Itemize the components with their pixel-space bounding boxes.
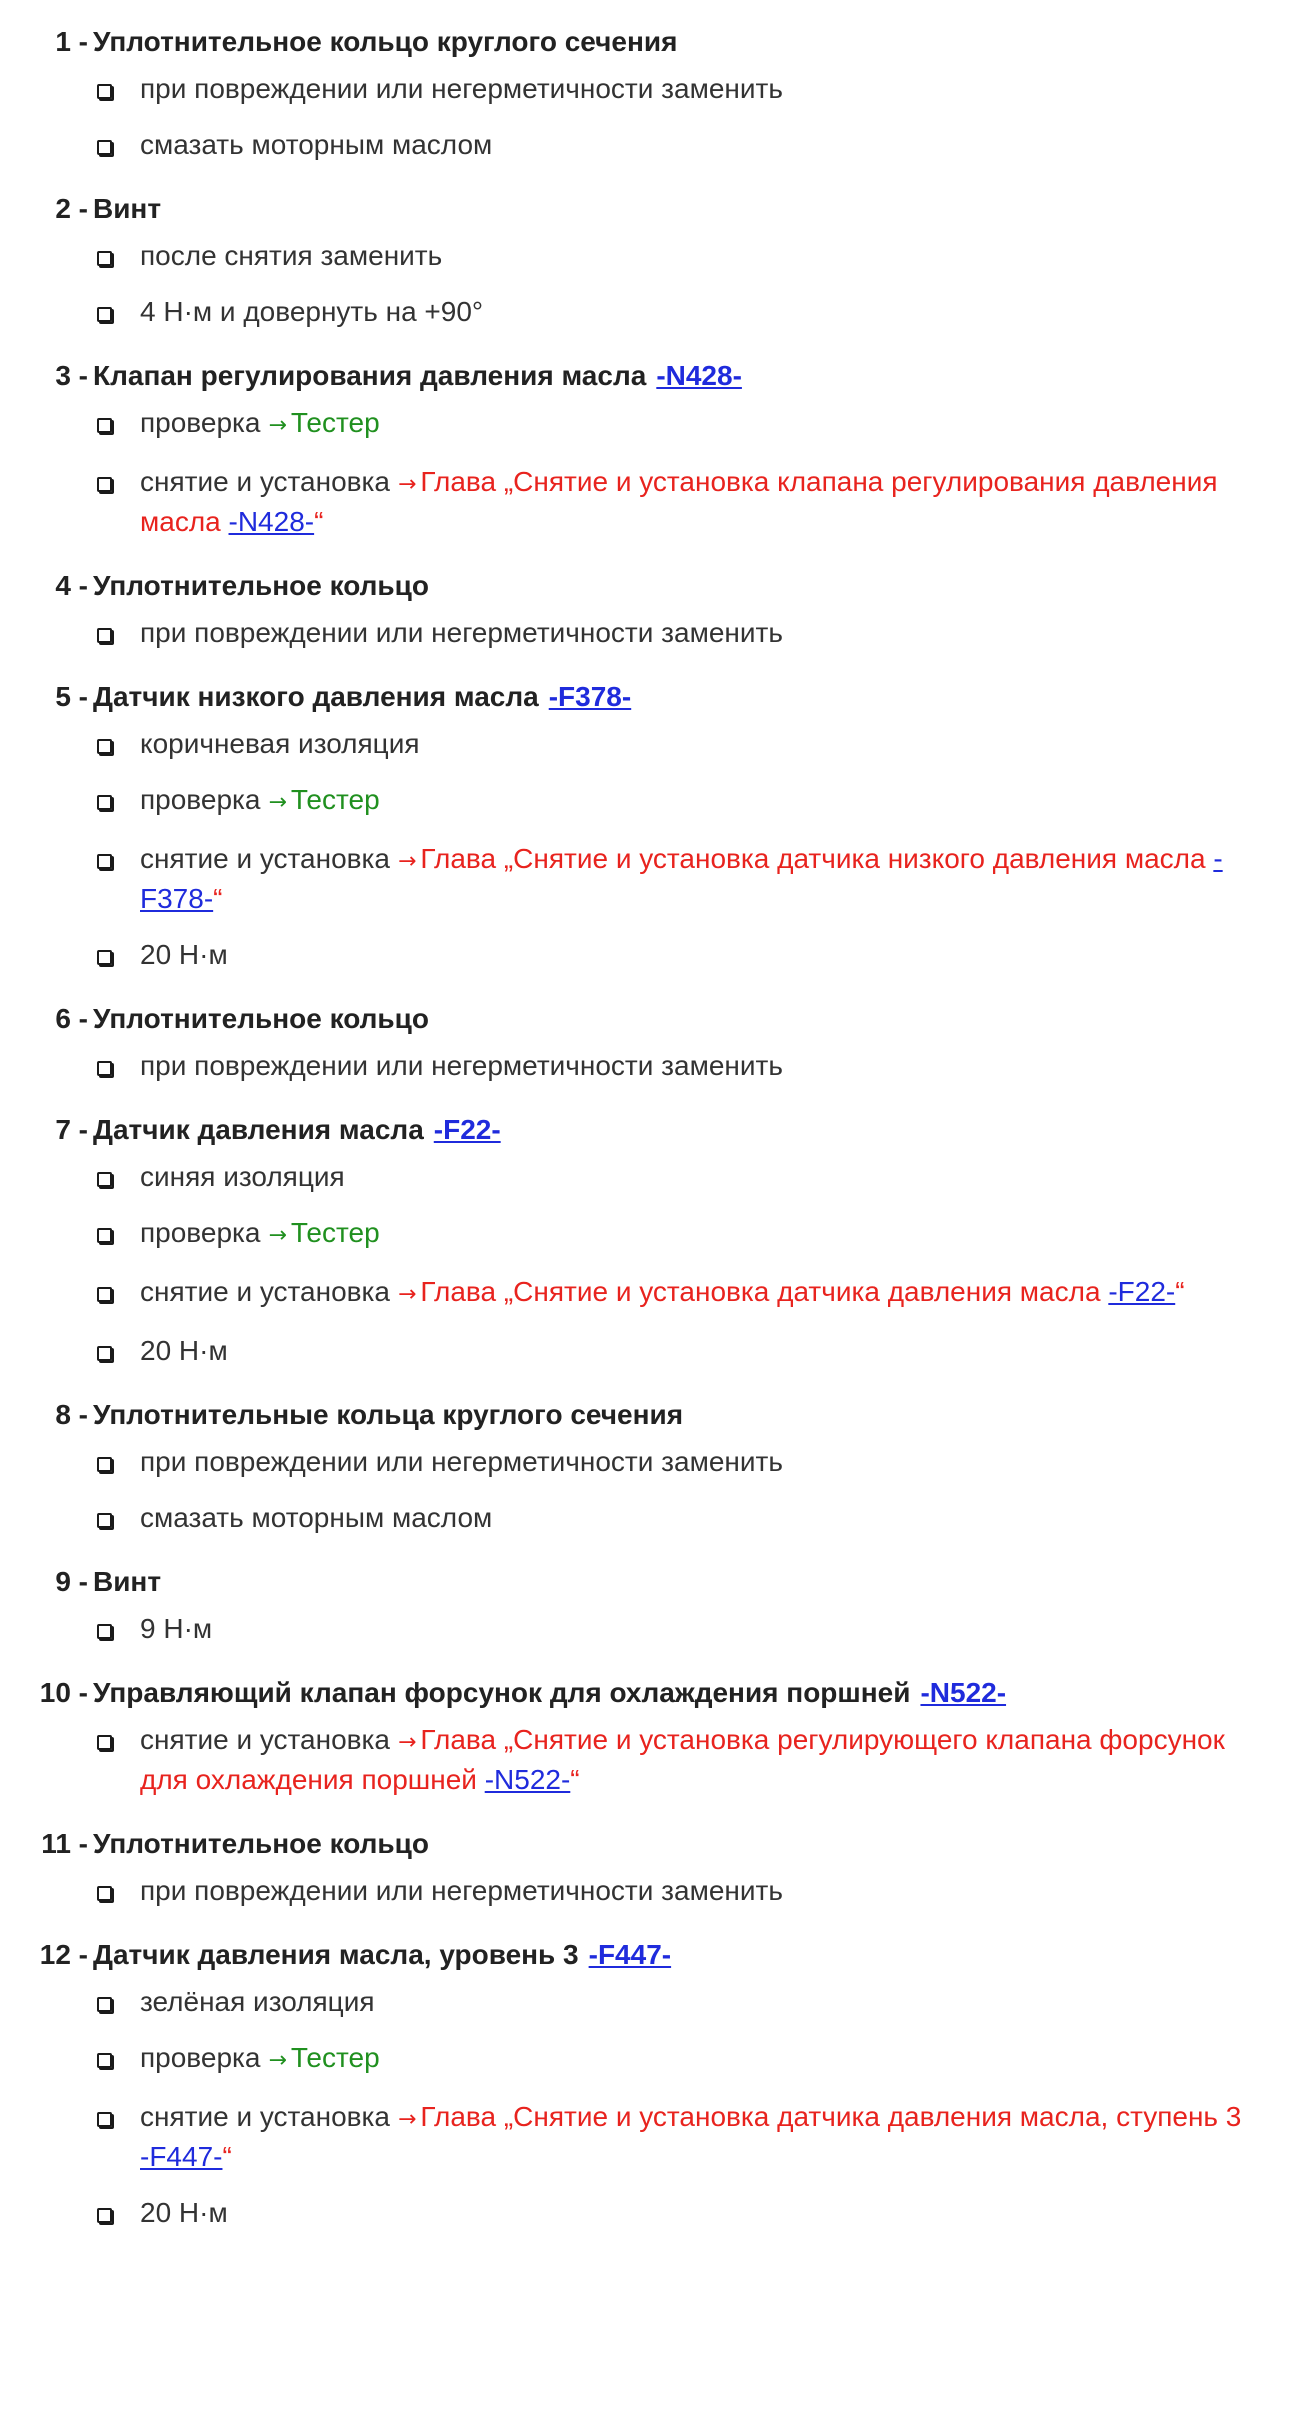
arrow-right-icon: → <box>397 849 417 874</box>
checkbox-icon <box>97 739 112 754</box>
tester-link[interactable]: Тестер <box>290 407 380 438</box>
item-number: 9 - <box>55 1566 88 1597</box>
checkbox-icon <box>97 1172 112 1187</box>
item-title: Клапан регулирования давления масла <box>93 360 647 391</box>
checkbox-icon <box>97 307 112 322</box>
sub-item-list <box>0 725 1296 973</box>
sub-item <box>0 237 1296 274</box>
sub-item-text: 9 Н·м <box>140 1613 213 1644</box>
checkbox-icon <box>97 1886 112 1901</box>
sub-item <box>0 1872 1296 1909</box>
item-heading <box>0 1824 1296 1864</box>
item-title: Уплотнительное кольцо круглого сечения <box>93 26 678 57</box>
arrow-right-icon: → <box>268 413 287 438</box>
item-number: 10 - <box>39 1677 88 1708</box>
sub-item <box>0 2098 1296 2175</box>
sub-item-text: 20 Н·м <box>140 1335 228 1366</box>
sub-item-list <box>0 1721 1296 1798</box>
part-code-link[interactable]: -F22- <box>1108 1276 1176 1307</box>
item-title: Винт <box>93 1566 162 1597</box>
closing-quote: “ <box>570 1764 580 1795</box>
item-title: Винт <box>93 193 162 224</box>
item-12 <box>0 1935 1296 2231</box>
sub-item-list <box>0 1443 1296 1536</box>
item-number: 4 - <box>55 570 88 601</box>
item-title: Уплотнительное кольцо <box>93 570 429 601</box>
arrow-right-icon: → <box>397 1282 417 1307</box>
sub-item <box>0 293 1296 330</box>
item-number: 6 - <box>55 1003 88 1034</box>
checkbox-icon <box>97 1624 112 1639</box>
sub-item <box>0 1273 1296 1313</box>
sub-item-text: снятие и установка <box>140 1276 390 1307</box>
sub-item-text: проверка <box>140 1217 261 1248</box>
checkbox-icon <box>97 1287 112 1302</box>
part-code-link[interactable]: -F22- <box>433 1114 501 1145</box>
sub-item-list <box>0 404 1296 540</box>
item-title: Датчик давления масла <box>93 1114 424 1145</box>
checkbox-icon <box>97 1997 112 2012</box>
sub-item-text: снятие и установка <box>140 466 390 497</box>
arrow-right-icon: → <box>268 790 287 815</box>
sub-item-text: при повреждении или негерметичности заменить <box>140 1446 783 1477</box>
sub-item-text: коричневая изоляция <box>140 728 420 759</box>
tester-link[interactable]: Тестер <box>290 1217 380 1248</box>
sub-item-text: при повреждении или негерметичности заменить <box>140 73 783 104</box>
checkbox-icon <box>97 1061 112 1076</box>
checkbox-icon <box>97 84 112 99</box>
part-code-link[interactable]: -F378- <box>548 681 632 712</box>
sub-item <box>0 1158 1296 1195</box>
chapter-link[interactable]: Глава „Снятие и установка датчика давления масла <box>420 1276 1101 1307</box>
checkbox-icon <box>97 950 112 965</box>
sub-item-text: при повреждении или негерметичности заменить <box>140 1875 783 1906</box>
closing-quote: “ <box>213 883 223 914</box>
sub-item <box>0 1499 1296 1536</box>
sub-item-text: 4 Н·м и довернуть на +90° <box>140 296 484 327</box>
item-number: 8 - <box>55 1399 88 1430</box>
sub-item-list <box>0 1047 1296 1084</box>
checkbox-icon <box>97 2053 112 2068</box>
item-number: 1 - <box>55 26 88 57</box>
chapter-link[interactable]: Глава „Снятие и установка регулирующего клапана форсунок для охлаждения поршней <box>140 1724 1225 1795</box>
checkbox-icon <box>97 251 112 266</box>
checkbox-icon <box>97 477 112 492</box>
sub-item <box>0 1721 1296 1798</box>
item-heading <box>0 1110 1296 1150</box>
sub-item-text: синяя изоляция <box>140 1161 345 1192</box>
part-code-link[interactable]: -N428- <box>228 506 315 537</box>
item-8 <box>0 1395 1296 1536</box>
chapter-link[interactable]: Глава „Снятие и установка клапана регулирования давления масла <box>140 466 1218 537</box>
item-6 <box>0 999 1296 1084</box>
sub-item-text: 20 Н·м <box>140 2197 228 2228</box>
item-3 <box>0 356 1296 540</box>
item-heading <box>0 1395 1296 1435</box>
checkbox-icon <box>97 1457 112 1472</box>
sub-item <box>0 1047 1296 1084</box>
sub-item-list <box>0 1610 1296 1647</box>
item-number: 12 - <box>39 1939 88 1970</box>
sub-item <box>0 840 1296 917</box>
item-title: Датчик давления масла, уровень 3 <box>93 1939 579 1970</box>
sub-item <box>0 2039 1296 2079</box>
arrow-right-icon: → <box>397 472 417 497</box>
item-9 <box>0 1562 1296 1647</box>
sub-item-text: проверка <box>140 407 261 438</box>
item-1 <box>0 22 1296 163</box>
sub-item <box>0 614 1296 651</box>
item-heading <box>0 22 1296 62</box>
item-heading <box>0 189 1296 229</box>
checkbox-icon <box>97 1513 112 1528</box>
sub-item-text: смазать моторным маслом <box>140 129 493 160</box>
item-heading <box>0 566 1296 606</box>
sub-item <box>0 781 1296 821</box>
item-number: 7 - <box>55 1114 88 1145</box>
item-2 <box>0 189 1296 330</box>
arrow-right-icon: → <box>268 2048 287 2073</box>
chapter-link[interactable]: Глава „Снятие и установка датчика низкого давления масла <box>420 843 1206 874</box>
checkbox-icon <box>97 1346 112 1361</box>
part-code-link[interactable]: -N428- <box>656 360 742 391</box>
sub-item-text: зелёная изоляция <box>140 1986 375 2017</box>
sub-item <box>0 463 1296 540</box>
arrow-right-icon: → <box>268 1223 287 1248</box>
item-heading <box>0 1562 1296 1602</box>
item-title: Уплотнительное кольцо <box>93 1003 429 1034</box>
arrow-right-icon: → <box>397 1730 417 1755</box>
item-title: Датчик низкого давления масла <box>93 681 539 712</box>
item-heading <box>0 1673 1296 1713</box>
part-code-link[interactable]: -F447- <box>588 1939 672 1970</box>
sub-item-text: снятие и установка <box>140 843 390 874</box>
item-heading <box>0 1935 1296 1975</box>
checkbox-icon <box>97 795 112 810</box>
sub-item <box>0 1610 1296 1647</box>
item-heading <box>0 999 1296 1039</box>
sub-item <box>0 725 1296 762</box>
item-title: Управляющий клапан форсунок для охлаждения поршней <box>93 1677 911 1708</box>
sub-item-list <box>0 614 1296 651</box>
item-number: 5 - <box>55 681 88 712</box>
sub-item <box>0 126 1296 163</box>
tester-link[interactable]: Тестер <box>290 784 380 815</box>
part-code-link[interactable]: -F447- <box>140 2141 223 2172</box>
item-number: 11 - <box>41 1828 88 1859</box>
part-code-link[interactable]: -N522- <box>920 1677 1007 1708</box>
sub-item-list <box>0 70 1296 163</box>
sub-item-text: при повреждении или негерметичности заменить <box>140 617 783 648</box>
sub-item-list <box>0 237 1296 330</box>
checkbox-icon <box>97 2112 112 2127</box>
item-heading <box>0 356 1296 396</box>
sub-item <box>0 2194 1296 2231</box>
item-5 <box>0 677 1296 973</box>
sub-item-text: после снятия заменить <box>140 240 443 271</box>
checkbox-icon <box>97 418 112 433</box>
item-number: 2 - <box>55 193 88 224</box>
sub-item <box>0 1214 1296 1254</box>
checkbox-icon <box>97 140 112 155</box>
tester-link[interactable]: Тестер <box>290 2042 380 2073</box>
item-title: Уплотнительное кольцо <box>93 1828 429 1859</box>
chapter-link[interactable]: Глава „Снятие и установка датчика давления масла, ступень 3 <box>420 2101 1242 2132</box>
sub-item-text: при повреждении или негерметичности заменить <box>140 1050 783 1081</box>
sub-item-text: снятие и установка <box>140 1724 390 1755</box>
sub-item-text: снятие и установка <box>140 2101 390 2132</box>
sub-item-list <box>0 1872 1296 1909</box>
checkbox-icon <box>97 1735 112 1750</box>
item-7 <box>0 1110 1296 1369</box>
checkbox-icon <box>97 854 112 869</box>
sub-item <box>0 70 1296 107</box>
arrow-right-icon: → <box>397 2107 417 2132</box>
item-11 <box>0 1824 1296 1909</box>
sub-item-list <box>0 1983 1296 2231</box>
sub-item-text: смазать моторным маслом <box>140 1502 493 1533</box>
item-title: Уплотнительные кольца круглого сечения <box>93 1399 684 1430</box>
item-10 <box>0 1673 1296 1798</box>
sub-item <box>0 936 1296 973</box>
sub-item <box>0 1983 1296 2020</box>
closing-quote: “ <box>314 506 324 537</box>
sub-item-list <box>0 1158 1296 1369</box>
item-4 <box>0 566 1296 651</box>
sub-item-text: проверка <box>140 2042 261 2073</box>
checkbox-icon <box>97 1228 112 1243</box>
checkbox-icon <box>97 628 112 643</box>
part-code-link[interactable]: -N522- <box>484 1764 571 1795</box>
closing-quote: “ <box>1175 1276 1185 1307</box>
item-number: 3 - <box>55 360 88 391</box>
sub-item <box>0 1332 1296 1369</box>
sub-item-text: проверка <box>140 784 261 815</box>
item-heading <box>0 677 1296 717</box>
sub-item <box>0 404 1296 444</box>
part-code-link[interactable]: -F378- <box>140 843 1223 914</box>
checkbox-icon <box>97 2208 112 2223</box>
closing-quote: “ <box>222 2141 232 2172</box>
sub-item <box>0 1443 1296 1480</box>
sub-item-text: 20 Н·м <box>140 939 228 970</box>
